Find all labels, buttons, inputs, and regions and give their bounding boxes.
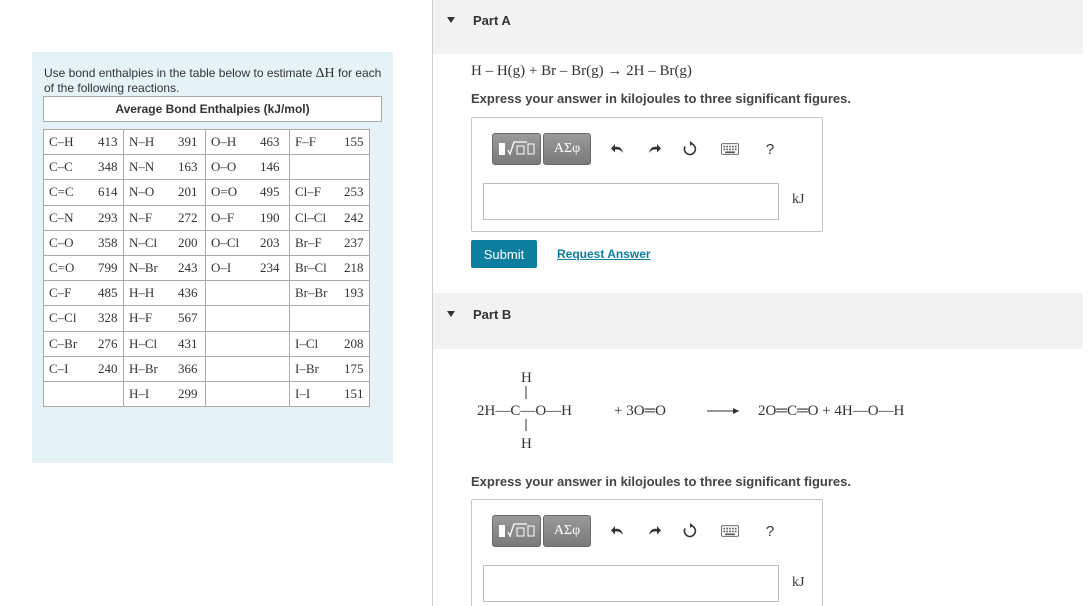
bond-name: Cl–F	[295, 184, 322, 200]
part-b-instruction: Express your answer in kilojoules to three significant figures.	[471, 474, 851, 489]
bond-name: N–O	[129, 184, 155, 200]
keyboard-icon[interactable]	[721, 522, 739, 540]
bond-cell	[44, 205, 124, 230]
bond-cell	[44, 255, 124, 280]
prompt-delta-h: ΔH	[315, 66, 335, 81]
methanol-h-bottom: H	[521, 436, 532, 452]
undo-icon[interactable]	[609, 522, 627, 540]
greek-icon[interactable]: ΑΣφ	[543, 515, 591, 547]
bond-name: N–H	[129, 134, 155, 150]
bond-name: I–I	[295, 385, 311, 401]
greek-icon[interactable]: ΑΣφ	[543, 133, 591, 165]
bond-name: O–I	[211, 260, 232, 276]
part-b-unit: kJ	[792, 575, 805, 590]
bond-name: Br–F	[295, 234, 322, 250]
bond-value: 366	[178, 360, 198, 376]
bond-value: 175	[344, 360, 364, 376]
prompt-text-before: Use bond enthalpies in the table below to estimate	[44, 66, 313, 80]
bond-cell	[290, 281, 370, 306]
reset-icon[interactable]	[681, 522, 699, 540]
bond-value: 276	[98, 335, 118, 351]
bond-cell	[290, 205, 370, 230]
bond-value: 614	[98, 184, 118, 200]
bond-cell	[290, 255, 370, 280]
bond-name: I–Br	[295, 360, 319, 376]
bond-name: C=O	[49, 260, 75, 276]
bond-name: C–H	[49, 134, 74, 150]
redo-icon[interactable]	[645, 140, 663, 158]
bond-name: F–F	[295, 134, 316, 150]
bond-value: 208	[344, 335, 364, 351]
templates-icon[interactable]	[492, 515, 541, 547]
bond-cell	[124, 331, 206, 356]
part-b-header[interactable]	[433, 293, 1083, 349]
bond-name: C–Cl	[49, 310, 77, 326]
part-a-label: Part A	[473, 13, 511, 28]
table-row	[44, 180, 370, 205]
bond-cell	[206, 155, 290, 180]
bond-cell	[290, 356, 370, 381]
part-a-reaction: H – H(g) + Br – Br(g) → 2H – Br(g)	[471, 63, 692, 79]
bond-name: N–F	[129, 209, 153, 225]
bond-name: C=C	[49, 184, 74, 200]
bond-value: 485	[98, 285, 118, 301]
bond-value: 348	[98, 159, 118, 175]
bond-value: 151	[344, 385, 364, 401]
bond-name: O–H	[211, 134, 237, 150]
bond-cell	[124, 356, 206, 381]
table-row	[44, 331, 370, 356]
bond-value: 463	[260, 134, 280, 150]
bond-value: 234	[260, 260, 280, 276]
bond-name: H–H	[129, 285, 155, 301]
bond-name: H–Cl	[129, 335, 158, 351]
collapse-triangle-icon[interactable]	[447, 17, 455, 23]
bond-cell	[124, 130, 206, 155]
table-title: Average Bond Enthalpies (kJ/mol)	[43, 96, 382, 122]
bond-cell	[206, 306, 290, 331]
bond-value: 799	[98, 260, 118, 276]
bond-value: 200	[178, 234, 198, 250]
undo-icon[interactable]	[609, 140, 627, 158]
bond-value: 431	[178, 335, 198, 351]
table-row	[44, 306, 370, 331]
bond-value: 299	[178, 385, 198, 401]
bond-value: 358	[98, 234, 118, 250]
methanol-h-top: H	[521, 370, 532, 386]
bond-value: 243	[178, 260, 198, 276]
products: 2O═C═O + 4H—O—H	[758, 403, 905, 419]
part-b-answer-box	[471, 499, 823, 606]
bond-cell	[44, 331, 124, 356]
bond-value: 146	[260, 159, 280, 175]
table-row	[44, 230, 370, 255]
request-answer-link[interactable]: Request Answer	[557, 247, 651, 261]
bond-name: N–Br	[129, 260, 158, 276]
bond-name: H–F	[129, 310, 153, 326]
bond-name: H–Br	[129, 360, 158, 376]
bond-cell	[206, 180, 290, 205]
table-row	[44, 205, 370, 230]
bond-name: H–I	[129, 385, 150, 401]
table-row	[44, 255, 370, 280]
submit-button[interactable]: Submit	[471, 240, 537, 268]
part-a-toolbar	[492, 133, 779, 165]
bond-value: 495	[260, 184, 280, 200]
table-row	[44, 281, 370, 306]
bond-cell	[290, 130, 370, 155]
bond-value: 413	[98, 134, 118, 150]
bond-cell	[44, 281, 124, 306]
bond-cell	[44, 306, 124, 331]
bond-cell	[206, 381, 290, 406]
bond-cell	[124, 230, 206, 255]
bond-cell	[206, 205, 290, 230]
bond-value: 201	[178, 184, 198, 200]
bond-info-panel	[32, 52, 393, 463]
collapse-triangle-icon[interactable]	[447, 311, 455, 317]
bond-cell	[290, 230, 370, 255]
reset-icon[interactable]	[681, 140, 699, 158]
bond-cell	[290, 155, 370, 180]
keyboard-icon[interactable]	[721, 140, 739, 158]
bond-cell	[44, 356, 124, 381]
bond-value: 218	[344, 260, 364, 276]
table-row	[44, 155, 370, 180]
bond-name: N–N	[129, 159, 155, 175]
bond-cell	[290, 381, 370, 406]
part-b-toolbar	[492, 515, 779, 547]
part-b-answer-input[interactable]	[483, 565, 779, 602]
part-a-answer-input[interactable]	[483, 183, 779, 220]
bond-cell	[124, 180, 206, 205]
templates-icon[interactable]	[492, 133, 541, 165]
prompt-text-after: for each of the following reactions.	[44, 66, 382, 95]
bond-value: 293	[98, 209, 118, 225]
bond-cell	[44, 381, 124, 406]
bond-value: 272	[178, 209, 198, 225]
bond-value: 163	[178, 159, 198, 175]
bond-cell	[44, 155, 124, 180]
bond-cell	[124, 306, 206, 331]
bond-name: C–F	[49, 285, 72, 301]
bond-value: 391	[178, 134, 198, 150]
bond-cell	[124, 155, 206, 180]
bond-value: 253	[344, 184, 364, 200]
bond-name: Br–Br	[295, 285, 328, 301]
redo-icon[interactable]	[645, 522, 663, 540]
table-row	[44, 356, 370, 381]
bond-cell	[290, 331, 370, 356]
bond-cell	[44, 180, 124, 205]
bond-value: 240	[98, 360, 118, 376]
bond-name: C–O	[49, 234, 74, 250]
bond-value: 193	[344, 285, 364, 301]
part-a-unit: kJ	[792, 192, 805, 207]
bond-name: C–C	[49, 159, 73, 175]
bond-cell	[206, 281, 290, 306]
bond-value: 203	[260, 234, 280, 250]
bond-value: 237	[344, 234, 364, 250]
bond-cell	[290, 180, 370, 205]
bond-name: C–N	[49, 209, 74, 225]
bond-cell	[124, 381, 206, 406]
bond-value: 328	[98, 310, 118, 326]
bond-name: N–Cl	[129, 234, 158, 250]
part-b-label: Part B	[473, 307, 512, 322]
table-row	[44, 381, 370, 406]
bond-value: 436	[178, 285, 198, 301]
bond-cell	[206, 230, 290, 255]
bond-cell	[124, 205, 206, 230]
bond-name: C–Br	[49, 335, 78, 351]
help-icon[interactable]: ?	[765, 140, 775, 158]
bond-enthalpy-table	[43, 129, 370, 407]
bond-value: 242	[344, 209, 364, 225]
help-icon[interactable]: ?	[765, 522, 775, 540]
bond-cell	[206, 356, 290, 381]
part-a-answer-box	[471, 117, 823, 232]
bond-value: 190	[260, 209, 280, 225]
table-row	[44, 130, 370, 155]
bond-cell	[124, 255, 206, 280]
bond-name: O=O	[211, 184, 238, 200]
info-prompt	[44, 66, 389, 95]
part-b-reaction	[477, 366, 977, 456]
bond-name: O–F	[211, 209, 235, 225]
bond-name: O–Cl	[211, 234, 240, 250]
reactant-oxygen: + 3O═O	[614, 403, 667, 419]
reactant-methanol: 2H—C—O—H	[477, 403, 573, 419]
bond-cell	[206, 331, 290, 356]
bond-name: O–O	[211, 159, 237, 175]
bond-cell	[124, 281, 206, 306]
bond-value: 567	[178, 310, 198, 326]
bond-cell	[206, 255, 290, 280]
bond-cell	[44, 230, 124, 255]
bond-value: 155	[344, 134, 364, 150]
bond-cell	[290, 306, 370, 331]
part-a-instruction: Express your answer in kilojoules to three significant figures.	[471, 91, 851, 106]
part-a-header[interactable]	[433, 0, 1083, 54]
bond-name: I–Cl	[295, 335, 319, 351]
bond-cell	[44, 130, 124, 155]
bond-name: Cl–Cl	[295, 209, 327, 225]
bond-name: Br–Cl	[295, 260, 327, 276]
bond-cell	[206, 130, 290, 155]
bond-name: C–I	[49, 360, 69, 376]
